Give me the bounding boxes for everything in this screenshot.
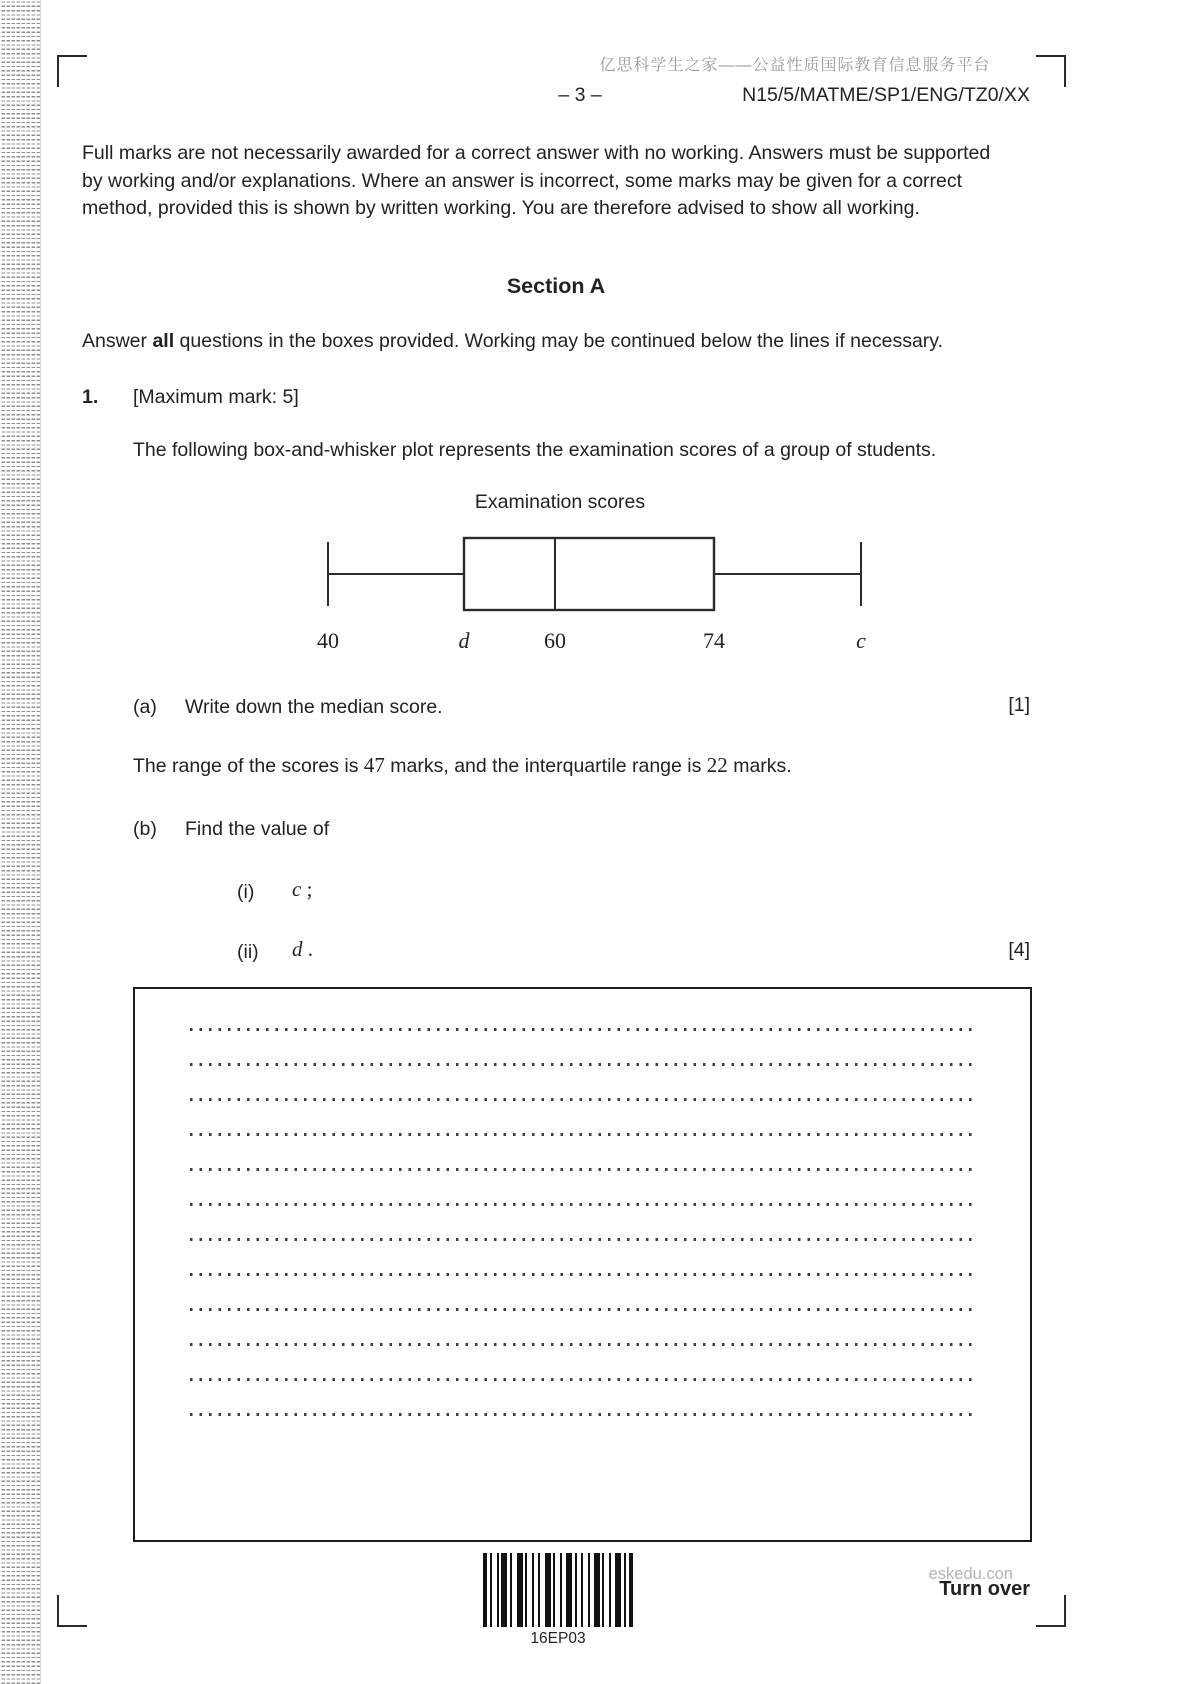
answer-dotted-line[interactable] [190, 1063, 978, 1066]
part-b-ii-label: (ii) [237, 941, 259, 963]
barcode-label: 16EP03 [530, 1630, 586, 1647]
answer-dotted-line[interactable] [190, 1098, 978, 1101]
boxplot-box [464, 538, 714, 610]
range-sentence-text2: marks, and the interquartile range is [384, 755, 707, 777]
section-title: Section A [506, 274, 606, 298]
scan-edge-texture [0, 0, 41, 1684]
range-value: 47 [363, 753, 385, 777]
instructions-paragraph: Full marks are not necessarily awarded for a correct answer with no working. Answers must be supported by working and/or explanations. Where an answer is incorrect, some marks may be given for a correct method, provided this is shown by written working. You are therefore advised to show all working. [82, 142, 991, 219]
answer-note-prefix: Answer [82, 330, 153, 352]
boxplot-label-q1: d [458, 628, 470, 653]
chart-title: Examination scores [474, 491, 646, 513]
part-b-text: Find the value of [185, 818, 330, 840]
header-watermark-chinese: 亿思科学生之家——公益性质国际教育信息服务平台 [599, 57, 991, 74]
crop-mark-bottom-right [1036, 1595, 1066, 1627]
answer-dotted-line[interactable] [190, 1273, 978, 1276]
boxplot-label-max: c [856, 628, 866, 653]
part-a-marks: [1] [1008, 694, 1030, 716]
question-number: 1. [82, 386, 99, 408]
part-a-label: (a) [133, 696, 157, 718]
question-intro: The following box-and-whisker plot represents the examination scores of a group of students. [133, 439, 937, 461]
range-sentence-text3: marks. [727, 755, 792, 777]
crop-mark-top-right [1036, 55, 1066, 87]
page-number: – 3 – [558, 84, 602, 106]
iqr-value: 22 [706, 753, 728, 777]
part-b-marks: [4] [1008, 939, 1030, 961]
answer-dotted-line[interactable] [190, 1168, 978, 1171]
answer-note-bold: all [152, 330, 175, 352]
answer-dotted-line[interactable] [190, 1133, 978, 1136]
answer-note-rest: questions in the boxes provided. Working may be continued below the lines if necessary. [174, 330, 944, 352]
range-sentence-text: The range of the scores is [133, 755, 364, 777]
part-b-label: (b) [133, 818, 157, 840]
part-b-i-variable [292, 877, 312, 902]
turn-over-label: Turn over [939, 1578, 1030, 1600]
answer-dotted-line[interactable] [190, 1028, 978, 1031]
answer-dotted-line[interactable] [190, 1413, 978, 1416]
part-a-text: Write down the median score. [185, 696, 443, 718]
answer-instructions [82, 328, 1030, 356]
variable-d: d [292, 937, 303, 961]
boxplot-label-q3: 74 [703, 628, 725, 653]
boxplot-label-min: 40 [317, 628, 339, 653]
maximum-mark: [Maximum mark: 5] [133, 386, 299, 408]
variable-c: c [292, 877, 302, 901]
footer-watermark: eskedu.con [928, 1565, 1013, 1583]
answer-box[interactable] [133, 987, 1032, 1542]
crop-mark-top-left [57, 55, 87, 87]
part-b-ii-variable [292, 937, 313, 962]
paper-code: N15/5/MATME/SP1/ENG/TZ0/XX [742, 84, 1030, 106]
boxplot-figure [300, 528, 890, 658]
barcode [483, 1553, 633, 1627]
boxplot-label-median: 60 [544, 628, 566, 653]
answer-dotted-line[interactable] [190, 1203, 978, 1206]
answer-dotted-line[interactable] [190, 1308, 978, 1311]
range-sentence [133, 752, 1033, 781]
variable-d-punct: . [302, 937, 313, 961]
answer-dotted-line[interactable] [190, 1238, 978, 1241]
variable-c-punct: ; [301, 877, 313, 901]
answer-dotted-line[interactable] [190, 1343, 978, 1346]
part-b-i-label: (i) [237, 881, 255, 903]
answer-dotted-line[interactable] [190, 1378, 978, 1381]
crop-mark-bottom-left [57, 1595, 87, 1627]
